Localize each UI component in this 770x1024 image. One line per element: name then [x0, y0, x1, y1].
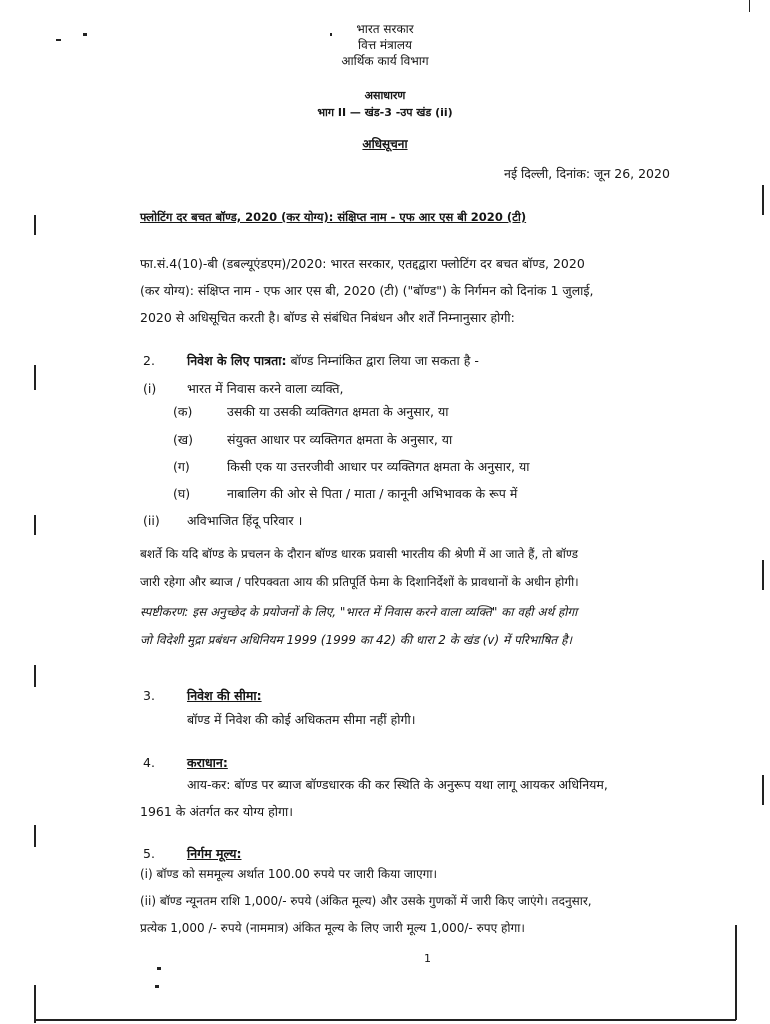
proviso-line-2: जारी रहेगा और ब्याज / परिपक्वता आय की प्रतिपूर्ति फेमा के दिशानिर्देशों के प्रावधानों के अधीन होगी। [140, 575, 579, 589]
subitem-label: (क) [173, 404, 193, 419]
section-3-number: 3. [143, 688, 155, 703]
section-3-heading: निवेश की सीमा: [187, 688, 262, 703]
bottom-rule [34, 1019, 736, 1021]
section-5-line-2: (ii) बॉण्ड न्यूनतम राशि 1,000/- रुपये (अंकित मूल्य) और उसके गुणकों में जारी किए जाएंगे। तदनुसार, [140, 894, 592, 908]
section-2-text: बॉण्ड निम्नांकित द्वारा लिया जा सकता है - [286, 353, 479, 368]
scan-mark [155, 985, 159, 988]
margin-line [34, 665, 36, 687]
header-ministry: वित्त मंत्रालय [358, 38, 412, 52]
proviso-line-1: बशर्ते कि यदि बॉण्ड के प्रचलन के दौरान बॉण्ड धारक प्रवासी भारतीय की श्रेणी में आ जाते हैं, तो बॉण्ड [140, 547, 578, 561]
section-3-text: बॉण्ड में निवेश की कोई अधिकतम सीमा नहीं होगी। [187, 712, 416, 727]
subitem-label: (ख) [173, 432, 193, 447]
section-4-number: 4. [143, 755, 155, 770]
section-2-heading: निवेश के लिए पात्रता: [187, 353, 287, 368]
margin-line [34, 985, 36, 1023]
scan-mark [56, 39, 61, 41]
header-government: भारत सरकार [356, 22, 414, 36]
margin-line [762, 185, 764, 215]
page-number: 1 [424, 952, 431, 965]
margin-line [34, 215, 36, 235]
intro-line-3: 2020 से अधिसूचित करती है। बॉण्ड से संबंधित निबंधन और शर्तें निम्नानुसार होगी: [140, 310, 515, 325]
item-i-text: भारत में निवास करने वाला व्यक्ति, [187, 381, 344, 396]
section-5-heading: निर्गम मूल्य: [187, 846, 242, 861]
header-notification: अधिसूचना [362, 137, 408, 151]
intro-line-2: (कर योग्य): संक्षिप्त नाम - एफ आर एस बी, 2020 (टी) ("बॉण्ड") के निर्गमन को दिनांक 1 जुलाई, [140, 283, 594, 298]
subitem-text: उसकी या उसकी व्यक्तिगत क्षमता के अनुसार, या [227, 404, 449, 419]
item-ii-text: अविभाजित हिंदू परिवार । [187, 513, 303, 528]
intro-line-1: फा.सं.4(10)-बी (डबल्यूएंडएम)/2020: भारत सरकार, एतद्दद्वारा फ्लोटिंग दर बचत बॉण्ड, 2020 [140, 256, 585, 271]
header-part: भाग II — खंड-3 -उप खंड (ii) [317, 106, 453, 119]
subitem-text: संयुक्त आधार पर व्यक्तिगत क्षमता के अनुसार, या [227, 432, 453, 447]
scan-mark [157, 967, 161, 970]
dateline: नई दिल्ली, दिनांक: जून 26, 2020 [504, 166, 670, 181]
header-department: आर्थिक कार्य विभाग [341, 54, 429, 68]
margin-line [749, 0, 750, 12]
scan-mark [83, 33, 87, 36]
item-i-number: (i) [143, 381, 157, 396]
item-ii-number: (ii) [143, 513, 160, 528]
explanation-line-1: स्पष्टीकरण: इस अनुच्छेद के प्रयोजनों के लिए, "भारत में निवास करने वाला व्यक्ति" का वही अर्थ होगा [140, 605, 578, 619]
section-2-number: 2. [143, 353, 155, 368]
section-2-heading-line [187, 353, 479, 369]
margin-line [34, 515, 36, 535]
section-5-line-3: प्रत्येक 1,000 /- रुपये (नाममात्र) अंकित मूल्य के लिए जारी मूल्य 1,000/- रुपए होगा। [140, 921, 525, 935]
margin-line [762, 775, 764, 805]
margin-line [34, 825, 36, 847]
subitem-label: (घ) [173, 486, 191, 501]
explanation-line-2: जो विदेशी मुद्रा प्रबंधन अधिनियम 1999 (1999 का 42) की धारा 2 के खंड (v) में परिभाषित है। [140, 633, 572, 647]
section-4-line-2: 1961 के अंतर्गत कर योग्य होगा। [140, 804, 293, 819]
subitem-text: किसी एक या उत्तरजीवी आधार पर व्यक्तिगत क्षमता के अनुसार, या [227, 459, 530, 474]
subitem-label: (ग) [173, 459, 190, 474]
subitem-text: नाबालिग की ओर से पिता / माता / कानूनी अभिभावक के रूप में [227, 486, 518, 501]
subject-line: फ्लोटिंग दर बचत बॉण्ड, 2020 (कर योग्य): संक्षिप्त नाम - एफ आर एस बी 2020 (टी) [140, 210, 527, 224]
margin-line [34, 365, 36, 390]
section-4-line-1: आय-कर: बॉण्ड पर ब्याज बॉण्डधारक की कर स्थिति के अनुरूप यथा लागू आयकर अधिनियम, [187, 777, 608, 792]
section-4-heading: कराधान: [187, 755, 228, 770]
header-extraordinary: असाधारण [364, 89, 406, 102]
section-5-line-1: (i) बॉण्ड को सममूल्य अर्थात 100.00 रुपये पर जारी किया जाएगा। [140, 867, 438, 881]
margin-line [735, 925, 737, 1020]
margin-line [762, 560, 764, 590]
section-5-number: 5. [143, 846, 155, 861]
